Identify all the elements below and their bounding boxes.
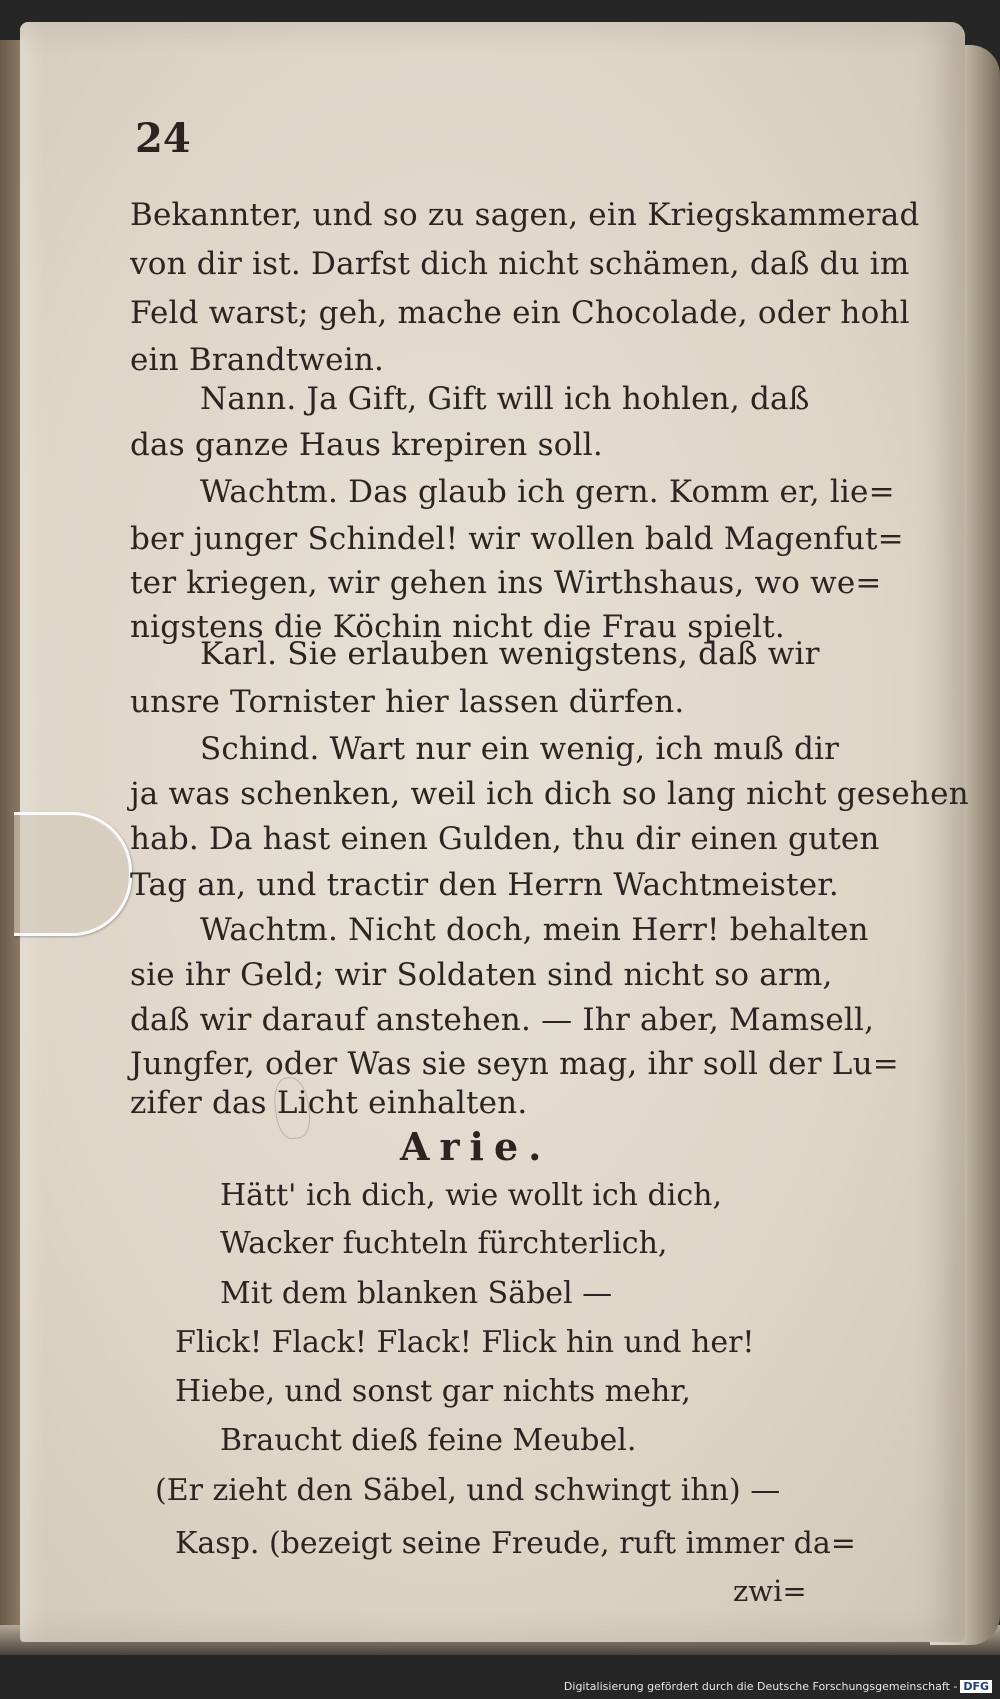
- text-line: Bekannter, und so zu sagen, ein Kriegskammerad: [130, 197, 920, 233]
- verse-line: Braucht dieß feine Meubel.: [220, 1423, 637, 1458]
- speaker-line: Schind. Wart nur ein wenig, ich muß dir: [200, 731, 840, 767]
- text-line: ein Brandtwein.: [130, 342, 385, 378]
- text-line: zifer das Licht einhalten.: [130, 1085, 528, 1121]
- speaker-line: Wachtm. Das glaub ich gern. Komm er, lie=: [200, 474, 895, 510]
- digitization-credit: [564, 1680, 992, 1693]
- text-line: hab. Da hast einen Gulden, thu dir einen guten: [130, 821, 880, 857]
- text-line: ja was schenken, weil ich dich so lang nicht gesehen: [130, 776, 969, 812]
- text-line: ter kriegen, wir gehen ins Wirthshaus, wo we=: [130, 565, 882, 601]
- text-line: unsre Tornister hier lassen dürfen.: [130, 684, 685, 720]
- text-line: von dir ist. Darfst dich nicht schämen, daß du im: [130, 246, 910, 282]
- speaker-line: Wachtm. Nicht doch, mein Herr! behalten: [200, 912, 869, 948]
- page-text: [20, 22, 969, 1642]
- aria-title: Arie.: [400, 1124, 552, 1169]
- speaker-line: Karl. Sie erlauben wenigstens, daß wir: [200, 636, 820, 672]
- speaker-line: Nann. Ja Gift, Gift will ich hohlen, daß: [200, 381, 810, 417]
- text-line: Jungfer, oder Was sie seyn mag, ihr soll der Lu=: [130, 1046, 899, 1082]
- text-line: daß wir darauf anstehen. — Ihr aber, Mamsell,: [130, 1002, 875, 1038]
- text-line: ber junger Schindel! wir wollen bald Magenfut=: [130, 521, 904, 557]
- verse-line: Flick! Flack! Flack! Flick hin und her!: [175, 1325, 755, 1360]
- verse-line: Wacker fuchteln fürchterlich,: [220, 1226, 668, 1261]
- catchword: zwi=: [733, 1574, 807, 1608]
- text-line: sie ihr Geld; wir Soldaten sind nicht so arm,: [130, 957, 833, 993]
- verse-line: Hätt' ich dich, wie wollt ich dich,: [220, 1178, 722, 1213]
- verse-line: Mit dem blanken Säbel —: [220, 1276, 613, 1311]
- text-line: Tag an, und tractir den Herrn Wachtmeister.: [130, 867, 839, 903]
- verse-line: Hiebe, und sonst gar nichts mehr,: [175, 1374, 691, 1409]
- text-line: Feld warst; geh, mache ein Chocolade, oder hohl: [130, 295, 910, 331]
- text-line: das ganze Haus krepiren soll.: [130, 427, 603, 463]
- page-number: 24: [135, 115, 191, 162]
- text-line: nigstens die Köchin nicht die Frau spielt.: [130, 609, 785, 645]
- book-page: [20, 22, 969, 1642]
- credit-text: Digitalisierung gefördert durch die Deutsche Forschungsgemeinschaft -: [563, 1680, 958, 1693]
- speaker-line: Kasp. (bezeigt seine Freude, ruft immer da=: [175, 1526, 856, 1561]
- stage-direction: (Er zieht den Säbel, und schwingt ihn) —: [155, 1473, 781, 1508]
- dfg-logo: DFG: [960, 1680, 992, 1693]
